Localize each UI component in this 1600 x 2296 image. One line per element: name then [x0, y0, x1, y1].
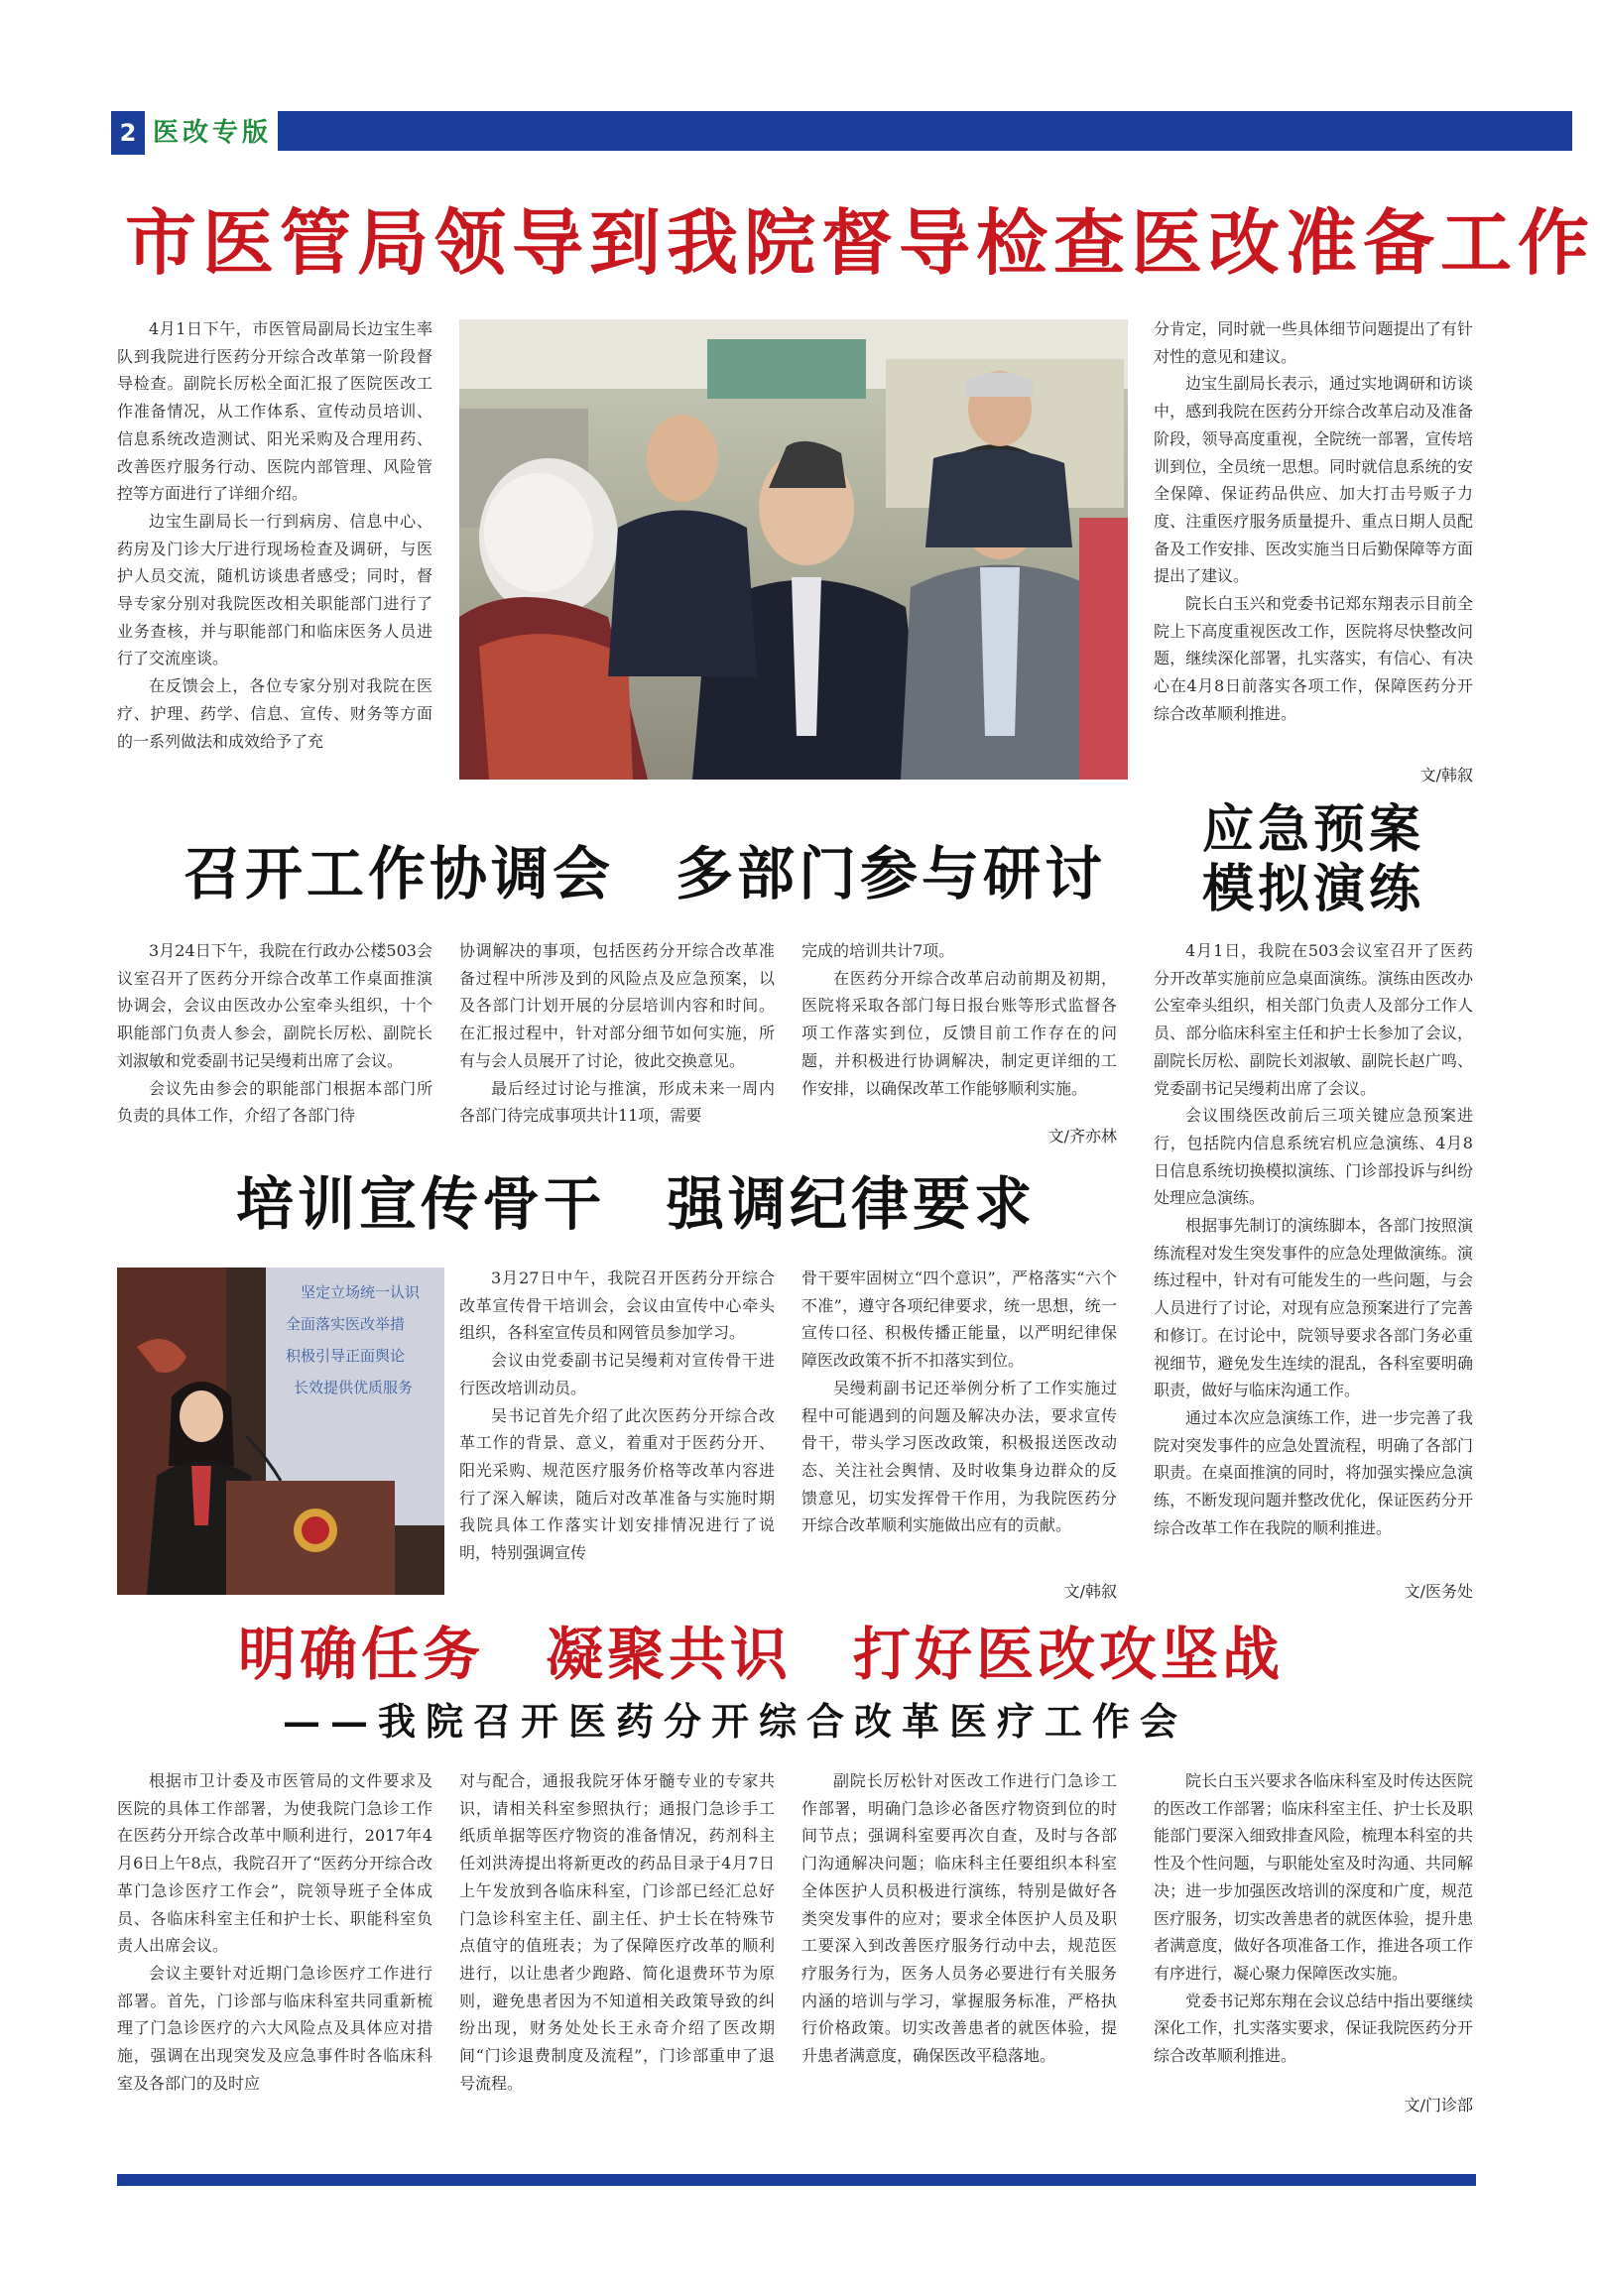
article4-col1: [459, 1265, 775, 1567]
article5-byline: 文/门诊部: [1404, 2096, 1473, 2115]
paragraph: 会议由党委副书记吴缦莉对宣传骨干进行医改培训动员。: [459, 1351, 775, 1397]
header-bar: [278, 111, 1572, 151]
article3-title-line1: 应急预案: [1201, 799, 1424, 860]
paragraph: 对与配合，通报我院牙体牙髓专业的专家共识，请相关科室参照执行；通报门急诊手工纸质单据等医疗物资的准备情况，药剂科主任刘洪涛提出将新更改的药品目录于4月7日上午发放到各临床科室，门诊部已经汇总好门急诊科室主任、副主任、护士长在特殊节点值守的值班表；为了保障医疗改革的顺利进行，以让患者少跑路、简化退费环节为原则，避免患者因为不知道相关政策导致的纠纷出现，财务处处长王永奇介绍了医改期间“门诊退费制度及流程”，门诊部重申了退号流程。: [459, 1771, 775, 2093]
article2-byline: 文/齐亦林: [1047, 1127, 1117, 1146]
article3-title-line2: 模拟演练: [1201, 859, 1424, 919]
slide-line: 积极引导正面舆论: [286, 1347, 406, 1365]
speaker-at-podium-photo: [117, 1268, 444, 1595]
paragraph: 4月1日，我院在503会议室召开了医药分开改革实施前应急桌面演练。演练由医改办公室牵头组织，相关部门负责人及部分工作人员、部分临床科室主任和护士长参加了会议，副院长厉松、副院长刘淑敏、副院长赵广鸣、党委副书记吴缦莉出席了会议。: [1154, 941, 1473, 1098]
article5-col4: [1154, 1767, 1473, 2070]
paragraph: 边宝生副局长表示，通过实地调研和访谈中，感到我院在医药分开综合改革启动及准备阶段，领导高度重视，全院统一部署，宣传培训到位，全员统一思想。同时就信息系统的安全保障、保证药品供应、加大打击号贩子力度、注重医疗服务质量提升、重点日期人员配备及工作安排、医改实施当日后勤保障等方面提出了建议。: [1154, 374, 1473, 586]
paragraph: 会议围绕医改前后三项关键应急预案进行，包括院内信息系统宕机应急演练、4月8日信息系统切换模拟演练、门诊部投诉与纠纷处理应急演练。: [1154, 1106, 1473, 1208]
page-header: [111, 111, 1572, 155]
article2-col1: [117, 937, 432, 1130]
paragraph: 根据事先制订的演练脚本，各部门按照演练流程对发生突发事件的应急处理做演练。演练过程中，针对有可能发生的一些问题，与会人员进行了讨论，对现有应急预案进行了完善和修订。在讨论中，院领导要求各部门务必重视细节，避免发生连续的混乱，各科室要明确职责，做好与临床沟通工作。: [1154, 1216, 1473, 1400]
officials-inspection-photo: [459, 319, 1128, 780]
article4-title: 培训宣传骨干 强调纪律要求: [236, 1170, 1037, 1238]
section-name: 医改专版: [153, 118, 273, 148]
paragraph: 院长白玉兴和党委书记郑东翔表示目前全院上下高度重视医改工作，医院将尽快整改问题，继续深化部署，扎实落实，有信心、有决心在4月8日前落实各项工作，保障医药分开综合改革顺利推进。: [1154, 594, 1473, 723]
paragraph: 通过本次应急演练工作，进一步完善了我院对突发事件的应急处置流程，明确了各部门职责。在桌面推演的同时，将加强实操应急演练，不断发现问题并整改优化，保证医药分开综合改革工作在我院的顺利推进。: [1154, 1407, 1473, 1537]
article1-byline: 文/韩叙: [1419, 766, 1473, 785]
article1-title: 市医管局领导到我院督导检查医改准备工作: [125, 200, 1596, 285]
article5-col3: [801, 1767, 1117, 2070]
article5-col1: [117, 1767, 432, 2097]
paragraph: 会议先由参会的职能部门根据本部门所负责的具体工作，介绍了各部门待: [117, 1078, 432, 1126]
paragraph: 党委书记郑东翔在会议总结中指出要继续深化工作，扎实落实要求，保证我院医药分开综合改革顺利推进。: [1154, 1991, 1473, 2066]
paragraph: 副院长厉松针对医改工作进行门急诊工作部署，明确门急诊必备医疗物资到位的时间节点；强调科室要再次自查，及时与各部门沟通解决问题；临床科主任要组织本科室全体医护人员积极进行演练，特别是做好各类突发事件的应对；要求全体医护人员及职工要深入到改善医疗服务行动中去，规范医疗服务行为，医务人员务必要进行有关服务内涵的培训与学习，掌握服务标准，严格执行价格政策。切实改善患者的就医体验，提升患者满意度，确保医改平稳落地。: [801, 1771, 1117, 2066]
paragraph: 在反馈会上，各位专家分别对我院在医疗、护理、药学、信息、宣传、财务等方面的一系列做法和成效给予了充: [117, 676, 432, 751]
footer-bar: [117, 2174, 1476, 2186]
article3-byline: 文/医务处: [1404, 1582, 1473, 1601]
article1-left-column: [117, 315, 432, 755]
paragraph: 协调解决的事项，包括医药分开综合改革准备过程中所涉及到的风险点及应急预案，以及各部门计划开展的分层培训内容和时间。在汇报过程中，针对部分细节如何实施，所有与会人员展开了讨论，彼此交换意见。: [459, 941, 775, 1070]
paragraph: 会议主要针对近期门急诊医疗工作进行部署。首先，门诊部与临床科室共同重新梳理了门急诊医疗的六大风险点及具体应对措施，强调在出现突发及应急事件时各临床科室及各部门的及时应: [117, 1963, 432, 2093]
paragraph: 根据市卫计委及市医管局的文件要求及医院的具体工作部署，为使我院门急诊工作在医药分开综合改革中顺利进行，2017年4月6日上午8点，我院召开了“医药分开综合改革门急诊医疗工作会”，院领导班子全体成员、各临床科室主任和护士长、职能科室负责人出席会议。: [117, 1771, 432, 1956]
paragraph: 完成的培训共计7项。: [801, 941, 955, 960]
paragraph: 在医药分开综合改革启动前期及初期，医院将采取各部门每日报台账等形式监督各项工作落实到位，反馈目前工作存在的问题，并积极进行协调解决，制定更详细的工作安排，以确保改革工作能够顺利实施。: [801, 968, 1117, 1098]
paragraph: 分肯定，同时就一些具体细节问题提出了有针对性的意见和建议。: [1154, 319, 1473, 366]
article5-title: 明确任务 凝聚共识 打好医改攻坚战: [238, 1621, 1285, 1688]
paragraph: 最后经过讨论与推演，形成未来一周内各部门待完成事项共计11项，需要: [459, 1078, 775, 1126]
paragraph: 边宝生副局长一行到病房、信息中心、药房及门诊大厅进行现场检查及调研，与医护人员交流，随机访谈患者感受；同时，督导专家分别对我院医改相关职能部门进行了业务查核，并与职能部门和临床医务人员进行了交流座谈。: [117, 511, 432, 668]
paragraph: 吴缦莉副书记还举例分析了工作实施过程中可能遇到的问题及解决办法，要求宣传骨干，带头学习医改政策，积极报送医改动态、关注社会舆情、及时收集身边群众的反馈意见，切实发挥骨干作用，为我院医药分开综合改革顺利实施做出应有的贡献。: [801, 1378, 1117, 1535]
paragraph: 4月1日下午，市医管局副局长边宝生率队到我院进行医药分开综合改革第一阶段督导检查。副院长厉松全面汇报了医院医改工作准备情况，从工作体系、宣传动员培训、信息系统改造测试、阳光采购及合理用药、改善医疗服务行动、医院内部管理、风险管控等方面进行了详细介绍。: [117, 319, 432, 504]
article1-photo: [459, 319, 1128, 780]
article5-subtitle: ——我院召开医药分开综合改革医疗工作会: [283, 1699, 1188, 1744]
paragraph: 3月24日下午，我院在行政办公楼503会议室召开了医药分开综合改革工作桌面推演协调会，会议由医改办公室牵头组织，十个职能部门负责人参会，副院长厉松、副院长刘淑敏和党委副书记吴缦莉出席了会议。: [117, 941, 432, 1070]
article4-col2: [801, 1265, 1117, 1539]
slide-line: 坚定立场统一认识: [301, 1283, 421, 1301]
article2-title: 召开工作协调会 多部门参与研讨: [184, 840, 1107, 907]
article4-photo: [117, 1268, 444, 1595]
paragraph: 吴书记首先介绍了此次医药分开综合改革工作的背景、意义，着重对于医药分开、阳光采购、规范医疗服务价格等改革内容进行了深入解读，随后对改革准备与实施时期我院具体工作落实计划安排情况进行了说明，特别强调宣传: [459, 1405, 775, 1563]
article5-col2: [459, 1767, 775, 2097]
slide-line: 长效提供优质服务: [294, 1379, 414, 1396]
article3-column: [1154, 937, 1473, 1541]
article2-col2: [459, 937, 775, 1130]
paragraph: 3月27日中午，我院召开医药分开综合改革宣传骨干培训会，会议由宣传中心牵头组织，各科室宣传员和网管员参加学习。: [459, 1269, 775, 1343]
article1-right-column: [1154, 315, 1473, 728]
page-number: 2: [111, 111, 145, 155]
paragraph: 院长白玉兴要求各临床科室及时传达医院的医改工作部署；临床科室主任、护士长及职能部门要深入细致排查风险，梳理本科室的共性及个性问题，与职能处室及时沟通、共同解决；进一步加强医改培训的深度和广度，规范医疗服务，切实改善患者的就医体验，提升患者满意度，做好各项准备工作，推进各项工作有序进行，凝心聚力保障医改实施。: [1154, 1771, 1473, 1983]
article2-col3: [801, 937, 1117, 1102]
slide-line: 全面落实医改举措: [286, 1315, 406, 1333]
paragraph: 骨干要牢固树立“四个意识”，严格落实“六个不准”，遵守各项纪律要求，统一思想，统一宣传口径、积极传播正能量，以严明纪律保障医改政策不折不扣落实到位。: [801, 1269, 1117, 1371]
article4-byline: 文/韩叙: [1063, 1582, 1117, 1601]
